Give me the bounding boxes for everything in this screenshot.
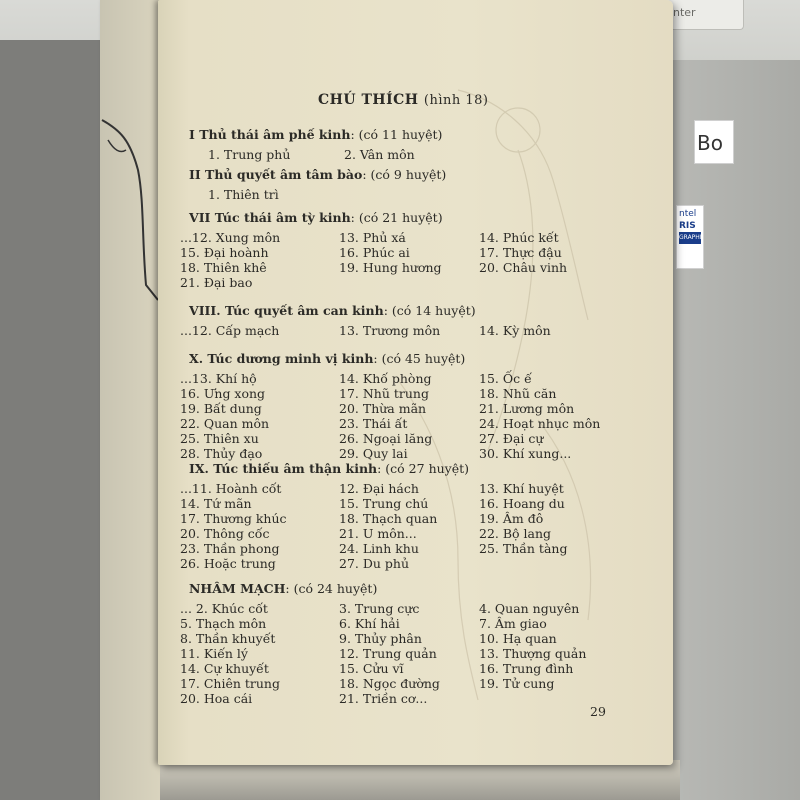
acupoint-entry: 15. Cửu vĩ [339, 661, 404, 676]
meridian-name: I Thủ thái âm phế kinh [189, 127, 351, 142]
acupoint-entry: 24. Linh khu [339, 541, 419, 556]
acupoint-entry: 12. Đại hách [339, 481, 419, 496]
section-heading [189, 168, 446, 182]
acupoint-entry: 23. Thái ất [339, 416, 408, 431]
acupoint-entry: 13. Thượng quản [479, 646, 587, 661]
title-text: CHÚ THÍCH [318, 92, 419, 108]
acupoint-entry: 19. Bất dung [180, 401, 262, 416]
acupoint-entry: 18. Thạch quan [339, 511, 438, 526]
acupoint-entry: 27. Đại cự [479, 431, 544, 446]
acupoint-entry: 21. Triền cơ... [339, 691, 428, 706]
acupoint-entry: 13. Phủ xá [339, 230, 406, 245]
acupoint-entry: 1. Thiên trì [208, 187, 279, 202]
acupoint-entry: ... 2. Khúc cốt [180, 601, 268, 616]
acupoint-entry: ...12. Cấp mạch [180, 323, 280, 338]
legend-content [158, 0, 673, 765]
acupoint-entry: 7. Âm giao [479, 616, 547, 631]
acupoint-entry: 14. Khố phòng [339, 371, 432, 386]
acupoint-entry: 26. Ngoại lăng [339, 431, 433, 446]
title-figure-ref: (hình 18) [423, 93, 489, 108]
acupoint-entry: 15. Trung chú [339, 496, 429, 511]
brand-sticker: Bo [694, 120, 734, 164]
acupoint-entry: ...12. Xung môn [180, 230, 281, 245]
acupoint-entry: 16. Hoang du [479, 496, 565, 511]
book-page [158, 0, 673, 765]
meridian-name: VIII. Túc quyết âm can kinh [189, 303, 384, 318]
acupoint-entry: 18. Ngọc đường [339, 676, 440, 691]
acupoint-entry: 20. Thừa mãn [339, 401, 427, 416]
acupoint-entry: 14. Kỳ môn [479, 323, 551, 338]
point-count: : (có 14 huyệt) [383, 303, 476, 318]
acupoint-entry: 16. Phúc ai [339, 245, 410, 260]
acupoint-entry: 19. Âm đô [479, 511, 544, 526]
acupoint-entry: 14. Tứ mãn [180, 496, 252, 511]
acupoint-entry: 22. Bộ lang [479, 526, 552, 541]
acupoint-entry: 2. Vân môn [344, 147, 415, 162]
acupoint-entry: 26. Hoặc trung [180, 556, 276, 571]
acupoint-entry: 19. Tử cung [479, 676, 555, 691]
meridian-name: VII Túc thái âm tỳ kinh [189, 210, 351, 225]
acupoint-entry: 17. Nhũ trung [339, 386, 429, 401]
page-title [318, 92, 489, 108]
page-edge [160, 760, 680, 800]
acupoint-entry: 20. Hoa cái [180, 691, 253, 706]
acupoint-entry: 25. Thần tàng [479, 541, 568, 556]
acupoint-entry: 17. Thực đậu [479, 245, 562, 260]
acupoint-entry: 17. Thương khúc [180, 511, 287, 526]
point-count: : (có 9 huyệt) [362, 167, 447, 182]
acupoint-entry: 14. Cự khuyết [180, 661, 269, 676]
point-count: : (có 24 huyệt) [285, 581, 378, 596]
keyboard-key-enter: nter [664, 0, 744, 30]
acupoint-entry: 24. Hoạt nhục môn [479, 416, 601, 431]
acupoint-entry: 22. Quan môn [180, 416, 270, 431]
acupoint-entry: 11. Kiến lý [180, 646, 248, 661]
acupoint-entry: 27. Du phủ [339, 556, 410, 571]
acupoint-entry: 16. Trung đình [479, 661, 574, 676]
acupoint-entry: 29. Quy lai [339, 446, 408, 461]
acupoint-entry: 20. Thông cốc [180, 526, 270, 541]
acupoint-entry: 23. Thần phong [180, 541, 280, 556]
acupoint-entry: 18. Thiên khê [180, 260, 267, 275]
acupoint-entry: ...11. Hoành cốt [180, 481, 282, 496]
acupoint-entry: 19. Hung hương [339, 260, 442, 275]
acupoint-entry: 15. Đại hoành [180, 245, 269, 260]
meridian-name: X. Túc dương minh vị kinh [189, 351, 374, 366]
point-count: : (có 27 huyệt) [377, 461, 470, 476]
section-heading [189, 211, 443, 225]
acupoint-entry: 3. Trung cực [339, 601, 420, 616]
meridian-name: IX. Túc thiếu âm thận kinh [189, 461, 378, 476]
acupoint-entry: 14. Phúc kết [479, 230, 559, 245]
acupoint-entry: 9. Thủy phân [339, 631, 422, 646]
left-page-drawing [100, 110, 160, 310]
acupoint-entry: 13. Trương môn [339, 323, 441, 338]
meridian-name: II Thủ quyết âm tâm bào [189, 167, 363, 182]
acupoint-entry: 21. U môn... [339, 526, 417, 541]
section-heading [189, 352, 465, 366]
acupoint-entry: 20. Châu vinh [479, 260, 568, 275]
point-count: : (có 45 huyệt) [373, 351, 466, 366]
acupoint-entry: 8. Thần khuyết [180, 631, 276, 646]
sticker-line: GRAPHI [679, 232, 701, 244]
acupoint-entry: 16. Ưng xong [180, 386, 266, 401]
section-heading [189, 304, 476, 318]
point-count: : (có 11 huyệt) [350, 127, 443, 142]
section-heading [189, 462, 469, 476]
acupoint-entry: 1. Trung phủ [208, 147, 291, 162]
acupoint-entry: 21. Lương môn [479, 401, 575, 416]
acupoint-entry: 25. Thiên xu [180, 431, 259, 446]
laptop-palmrest [660, 60, 800, 800]
acupoint-entry: 28. Thủy đạo [180, 446, 263, 461]
intel-sticker [676, 205, 704, 269]
acupoint-entry: 6. Khí hải [339, 616, 400, 631]
acupoint-entry: 5. Thạch môn [180, 616, 267, 631]
section-heading [189, 582, 377, 596]
acupoint-entry: 15. Ốc ế [479, 371, 532, 386]
acupoint-entry: ...13. Khí hộ [180, 371, 257, 386]
acupoint-entry: 30. Khí xung... [479, 446, 572, 461]
acupoint-entry: 18. Nhũ căn [479, 386, 557, 401]
page-number: 29 [590, 704, 606, 719]
acupoint-entry: 12. Trung quản [339, 646, 437, 661]
sticker-line: RIS [679, 221, 696, 231]
acupoint-entry: 21. Đại bao [180, 275, 253, 290]
meridian-name: NHÂM MẠCH [189, 581, 286, 596]
acupoint-entry: 10. Hạ quan [479, 631, 557, 646]
sticker-line: ntel [679, 209, 697, 219]
acupoint-entry: 13. Khí huyệt [479, 481, 564, 496]
acupoint-entry: 17. Chiên trung [180, 676, 280, 691]
acupoint-entry: 4. Quan nguyên [479, 601, 580, 616]
section-heading [189, 128, 442, 142]
point-count: : (có 21 huyệt) [350, 210, 443, 225]
